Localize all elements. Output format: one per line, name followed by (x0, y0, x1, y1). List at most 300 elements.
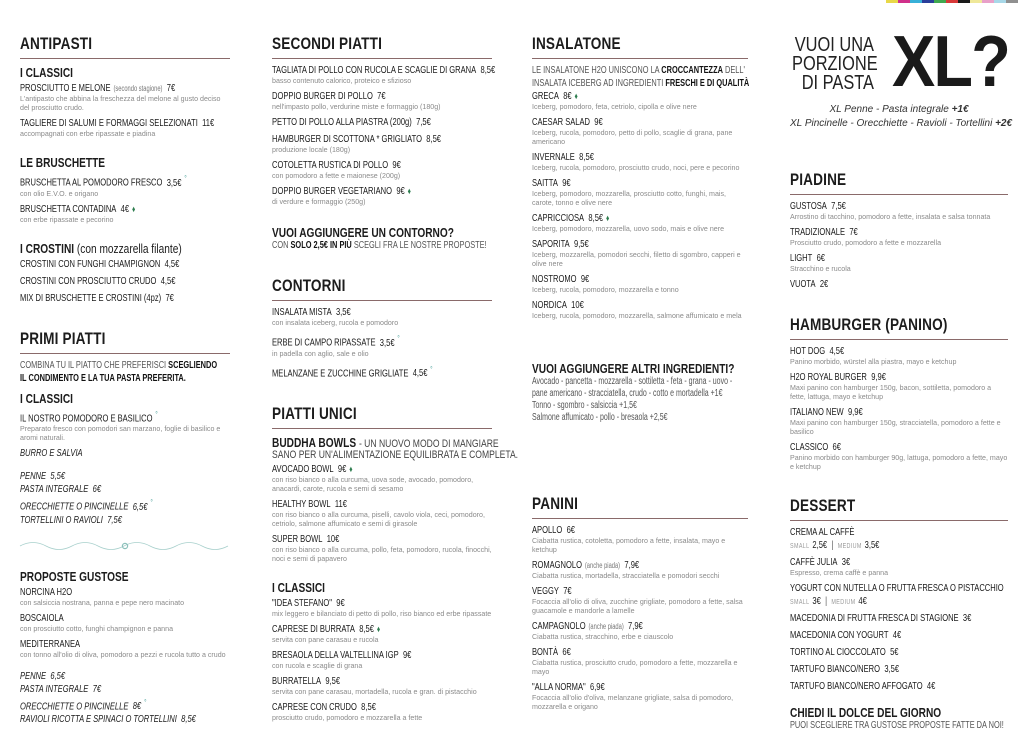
callout-line-text: PUOI SCEGLIERE TRA GUSTOSE PROPOSTE FATTE DA NOI! (790, 720, 1004, 731)
subsection-title-text: I CLASSICI (20, 390, 73, 406)
section-heading-primi-piatti (20, 329, 230, 354)
menu-item-name: NORCINA H2O (20, 585, 73, 598)
menu-item-price: 6€ (816, 252, 825, 264)
pasta-price: 7€ (92, 682, 102, 695)
subsection-subtitle: - UN NUOVO MODO DI MANGIARE (358, 438, 499, 450)
menu-item-mediterranea (20, 638, 230, 660)
menu-item-row (790, 441, 947, 454)
section-heading-hamburger-panino (790, 315, 1008, 340)
xl-question-line: PORZIONE (792, 53, 878, 75)
pasta-price: 6€ (92, 483, 102, 495)
vegetarian-leaf-icon: ♦ (606, 213, 610, 223)
section-heading-contorni (272, 276, 492, 301)
subsection-title (20, 391, 184, 406)
menu-item-row (790, 629, 947, 642)
menu-item-name: BOSCAIOLA (20, 611, 64, 624)
menu-item-crema-al-caff (790, 526, 1008, 552)
menu-item-name: CREMA AL CAFFÈ (790, 526, 855, 538)
menu-item-row (272, 159, 430, 172)
menu-item-price: 7,9€ (624, 559, 640, 571)
menu-item-name: ROMAGNOLO (532, 559, 582, 571)
menu-item-hamburger-di-scottona-grigliato (272, 133, 492, 155)
menu-item-price: 7€ (849, 226, 858, 238)
menu-item-price: 4€ (120, 202, 130, 215)
size-price: 4€ (858, 595, 867, 607)
menu-item-description: Iceberg, pomodoro, feta, cetriolo, cipolla e olive nere (532, 103, 697, 111)
intro-line-text: INSALATA ICEBERG AD INGREDIENTI (532, 78, 666, 89)
menu-item-name: BURRATELLA (272, 675, 322, 687)
menu-item-row (272, 363, 433, 381)
section-heading-secondi-piatti (272, 34, 492, 59)
menu-item-petto-di-pollo-alla-piastra-200g (272, 116, 492, 129)
menu-item-name: HOT DOG (790, 345, 826, 357)
menu-item-price: 5€ (890, 646, 899, 658)
menu-item-name: GUSTOSA (790, 200, 827, 212)
menu-item-row (532, 620, 688, 633)
menu-item-name: BURRO E SALVIA (20, 447, 83, 459)
menu-item-price: 9,5€ (325, 675, 341, 687)
menu-item-row (272, 64, 496, 77)
callout-line (790, 720, 1004, 732)
menu-item-tartufo-bianco-nero-affogato (790, 680, 1008, 693)
menu-item-name: APOLLO (532, 524, 563, 536)
menu-item-row (20, 82, 176, 95)
menu-item-name: MELANZANE E ZUCCHINE GRIGLIATE (272, 367, 409, 379)
callout-line-text: CON (272, 240, 291, 251)
subsection-title (272, 580, 444, 595)
callout-line (532, 400, 683, 412)
menu-item-boscaiola (20, 612, 230, 634)
section-heading-panini (532, 494, 748, 519)
callout-title: VUOI AGGIUNGERE UN CONTORNO? (272, 225, 454, 240)
menu-item-romagnolo (532, 559, 748, 581)
intro-line (20, 359, 218, 372)
menu-item-description: Ciabatta rustica, mortadella, stracciatella e pomodori secchi (532, 572, 720, 580)
menu-item-description: in padella con aglio, sale e olio (272, 349, 369, 358)
menu-item-name: VEGGY (532, 585, 559, 597)
xl-offer-text: XL Penne - Pasta integrale (829, 104, 952, 115)
menu-item-row (20, 408, 171, 426)
menu-item-mix-di-bruschette-e-crostini-4pz (20, 292, 230, 305)
menu-item-price: 8,5€ (579, 151, 594, 163)
menu-item-greca (532, 90, 748, 112)
menu-item-row (532, 212, 688, 225)
pasta-name: ORECCHIETTE O PINCINELLE (20, 700, 129, 712)
pasta-option-row (20, 696, 171, 714)
menu-item-row (20, 203, 171, 216)
menu-item-name: TAGLIATA DI POLLO CON RUCOLA E SCAGLIE DI GRANA (272, 64, 477, 76)
menu-item-name: BRESAOLA DELLA VALTELLINA IGP (272, 649, 399, 661)
subsection-title (20, 569, 184, 584)
menu-item-name: BRUSCHETTA AL POMODORO FRESCO (20, 176, 163, 189)
menu-item-row (532, 585, 688, 598)
menu-item-name: TORTINO AL CIOCCOLATO (790, 646, 886, 658)
menu-item-tag: (anche piada) (588, 622, 624, 631)
menu-item-invernale (532, 151, 748, 173)
menu-item-name: HEALTHY BOWL (272, 498, 331, 510)
menu-item-description: servita con pane carasau, mortadella, rucola e gran. di pistacchio (272, 688, 477, 696)
pasta-name: PASTA INTEGRALE (20, 483, 89, 495)
menu-item-description: con olio E.V.O. e origano (20, 189, 99, 198)
menu-item-name: CLASSICO (790, 441, 829, 453)
menu-item-description: basso contenuto calorico, proteico e sfizioso (272, 77, 412, 85)
menu-item-description: Iceberg, pomodoro, mozzarella, prosciutto cotto, funghi, mais, carote, tonno e olive nere (532, 190, 726, 207)
callout-line-after: SCEGLI FRA LE NOSTRE PROPOSTE! (351, 240, 487, 251)
menu-item-price: 6,9€ (590, 681, 605, 693)
menu-item-name: "IDEA STEFANO" (272, 597, 332, 609)
pasta-price: 5,5€ (50, 470, 66, 482)
specialty-circle-icon: ° (184, 174, 187, 183)
menu-item-apollo (532, 524, 748, 555)
pasta-option-row (20, 683, 171, 696)
menu-item-tartufo-bianco-nero (790, 663, 1008, 676)
menu-item-price: 4€ (892, 629, 902, 641)
menu-item-italiano-new (790, 406, 1008, 437)
menu-item-name: GRECA (532, 90, 559, 102)
xl-logo: XL? (892, 22, 1009, 102)
menu-item-row (790, 612, 972, 625)
menu-item-name: ERBE DI CAMPO RIPASSATE (272, 336, 376, 349)
menu-item-description: con erbe ripassate e pecorino (20, 215, 114, 224)
menu-item-name: CAPRICCIOSA (532, 212, 585, 224)
vegetarian-leaf-icon: ♦ (574, 91, 578, 101)
menu-item-price: 10€ (571, 299, 584, 311)
menu-item-description: con prosciutto cotto, funghi champignon e panna (20, 624, 174, 633)
menu-item-description: Focaccia all'olio di oliva, zucchine grigliate, pomodoro a fette, salsa guacamole e mandorle a lamelle (532, 598, 743, 615)
color-swatch (886, 0, 898, 3)
menu-item-price: 7,5€ (416, 116, 431, 128)
menu-column-2 (272, 34, 519, 727)
menu-item-description: Panino morbido con hamburger 90g, lattuga, pomodoro a fette, mayo e ketchup (790, 454, 1008, 471)
menu-item-price: 8€ (563, 90, 572, 102)
menu-item-description: Iceberg, pomodoro, mozzarella, uovo sodo, mais e olive nere (532, 225, 725, 233)
menu-item-price: 3€ (841, 556, 851, 568)
menu-item-nordica (532, 299, 748, 321)
menu-item-name: TAGLIERE DI SALUMI E FORMAGGI SELEZIONATI (20, 117, 198, 129)
section-title: INSALATONE (532, 34, 621, 53)
menu-item-capricciosa (532, 212, 748, 234)
subsection-title-text: I CROSTINI (20, 240, 75, 256)
menu-item-description: con riso bianco o alla curcuma, pollo, feta, pomodoro, rucola, finocchi, noci e semi di papavero (272, 546, 492, 563)
color-swatch (910, 0, 922, 3)
menu-item-price: 7€ (377, 90, 386, 102)
xl-offer-bold: +1€ (951, 104, 969, 115)
vegetarian-leaf-icon: ♦ (407, 186, 411, 196)
menu-item-classico (790, 441, 1008, 472)
subsection-heading-i-classici (272, 580, 492, 595)
menu-item-row (272, 701, 430, 714)
pasta-option-penne (20, 670, 230, 683)
section-title: CONTORNI (272, 276, 346, 295)
menu-item-saporita (532, 238, 748, 269)
pasta-option-orecchiette-o-pincinelle (20, 696, 230, 714)
pasta-option-tortellini-o-ravioli (20, 514, 230, 527)
pasta-price: 6,5€ (50, 669, 66, 682)
menu-item-caprese-con-crudo (272, 701, 492, 723)
size-separator: | (825, 595, 828, 607)
menu-item-name: IL NOSTRO POMODORO E BASILICO (20, 412, 153, 424)
menu-item-name: PROSCIUTTO E MELONE (20, 82, 111, 94)
menu-item-price: 8,5€ (426, 133, 442, 145)
menu-item-row (272, 533, 430, 546)
menu-item-name: NOSTROMO (532, 273, 577, 285)
subsection-title-text: BUDDHA BOWLS (272, 435, 357, 450)
pasta-name: PENNE (20, 669, 47, 682)
intro-line (532, 77, 750, 90)
menu-item-alla-norma (532, 681, 748, 712)
menu-item-prosciutto-e-melone (20, 82, 230, 113)
callout-title: CHIEDI IL DOLCE DEL GIORNO (790, 705, 942, 720)
pasta-option-pasta-integrale (20, 483, 230, 496)
menu-item-bruschetta-al-pomodoro-fresco (20, 172, 230, 199)
section-heading-insalatone (532, 34, 748, 59)
intro-line-bold: CROCCANTEZZA (661, 65, 723, 76)
menu-item-description: Iceberg, rucola, pomodoro, prosciutto crudo, noci, pere e pecorino (532, 164, 740, 172)
menu-item-row (20, 117, 215, 130)
menu-item-price: 11€ (202, 117, 215, 129)
menu-item-row (272, 306, 430, 319)
menu-item-description: Preparato fresco con pomodori san marzano, foglie di basilico e aromi naturali. (20, 425, 221, 442)
menu-item-description: Espresso, crema caffè e panna (790, 569, 889, 577)
menu-item-row (790, 663, 947, 676)
menu-item-name: CAPRESE DI BURRATA (272, 623, 355, 635)
menu-item-description: Maxi panino con hamburger 150g, bacon, sottiletta, pomodoro a fette, lattuga, mayo e ketchup (790, 384, 992, 401)
menu-item-row (532, 299, 688, 312)
subsection-subtitle-line: SANO PER UN'ALIMENTAZIONE EQUILIBRATA E COMPLETA. (272, 449, 519, 461)
menu-item-name: YOGURT CON NUTELLA O FRUTTA FRESCA O PISTACCHIO (790, 582, 1004, 594)
menu-item-row (790, 278, 947, 291)
section-heading-piatti-unici (272, 404, 492, 429)
menu-item-price: 9€ (392, 159, 401, 171)
xl-offer (790, 118, 1013, 129)
menu-item-idea-stefano (272, 597, 492, 619)
section-heading-piadine (790, 170, 1008, 195)
menu-item-caprese-di-burrata (272, 623, 492, 645)
menu-item-price: 7€ (563, 585, 572, 597)
menu-item-yogurt-con-nutella-o-frutta-fresca-o-pistacchio (790, 582, 1008, 608)
menu-item-row (272, 675, 430, 688)
menu-item-name: CAPRESE CON CRUDO (272, 701, 357, 713)
menu-item-description: con pomodoro a fette e maionese (200g) (272, 172, 401, 180)
menu-item-tortino-al-cioccolato (790, 646, 1008, 659)
section-intro (20, 359, 230, 385)
menu-item-description: servita con pane carasau e rucola (272, 636, 379, 644)
intro-line (532, 64, 745, 77)
xl-offer (790, 104, 1008, 115)
menu-item-burratella (272, 675, 492, 697)
menu-column-4 (790, 22, 1013, 736)
pasta-option-pasta-integrale (20, 683, 230, 696)
pasta-option-row (20, 496, 171, 514)
wave-divider (20, 539, 230, 553)
vegetarian-leaf-icon: ♦ (349, 464, 353, 474)
menu-item-name: H2O ROYAL BURGER (790, 371, 867, 383)
subsection-heading-i-classici (20, 391, 230, 406)
subsection-subtitle: (con mozzarella filante) (76, 240, 182, 256)
menu-item-price: 7€ (166, 82, 176, 94)
menu-item-doppio-burger-di-pollo (272, 90, 492, 112)
specialty-circle-icon: ° (143, 697, 147, 707)
menu-item-row (790, 371, 947, 384)
menu-item-price: 4,5€ (829, 345, 845, 357)
xl-question (792, 34, 878, 94)
pasta-price: 8,5€ (181, 713, 196, 725)
menu-item-row (532, 559, 688, 572)
pasta-price-list (20, 470, 230, 527)
menu-item-tag: (secondo stagione) (113, 84, 163, 93)
menu-item-bont (532, 646, 748, 677)
subsection-title-text: LE BRUSCHETTE (20, 155, 106, 170)
menu-item-row (790, 345, 947, 358)
subsection-heading-buddha-bowls (272, 435, 519, 461)
callout-line-text: Salmone affumicato - pollo - bresaola +2,5€ (532, 412, 668, 423)
menu-item-row (790, 582, 1004, 595)
menu-item-row (790, 252, 947, 265)
menu-item-row (790, 646, 947, 659)
section-intro (532, 64, 748, 90)
menu-item-name: TRADIZIONALE (790, 226, 846, 238)
menu-item-price: 7€ (165, 291, 174, 304)
menu-item-name: BRUSCHETTA CONTADINA (20, 202, 117, 215)
size-label: MEDIUM (831, 597, 856, 606)
menu-item-price: 4,5€ (412, 367, 428, 379)
menu-item-row (790, 526, 947, 539)
xl-question-line: VUOI UNA (794, 34, 874, 56)
pasta-price: 8€ (132, 700, 142, 712)
callout-line-bold: SOLO 2,5€ IN PIÙ (290, 240, 352, 251)
callout-line (532, 388, 723, 400)
menu-item-description: di verdure e formaggio (250g) (272, 198, 366, 206)
pasta-option-penne (20, 470, 230, 483)
menu-item-price: 2€ (819, 278, 829, 290)
menu-item-row (790, 406, 947, 419)
menu-item-price: 9€ (337, 463, 347, 475)
menu-item-price: 7,5€ (831, 200, 846, 212)
color-strip (886, 0, 1018, 3)
menu-item-norcina-h2o (20, 586, 230, 608)
menu-item-price: 11€ (334, 498, 347, 510)
menu-item-name: NORDICA (532, 299, 567, 311)
subsection-title-text: I CLASSICI (272, 580, 325, 595)
menu-item-description: produzione locale (180g) (272, 146, 351, 154)
menu-item-name: CROSTINI CON FUNGHI CHAMPIGNON (20, 257, 161, 270)
menu-item-price: 9€ (594, 116, 603, 128)
color-swatch (946, 0, 958, 3)
section-title: PANINI (532, 494, 579, 513)
menu-item-row (272, 463, 430, 476)
menu-item-name: PETTO DI POLLO ALLA PIASTRA (200g) (272, 116, 412, 128)
subsection-heading-proposte-gustose (20, 569, 230, 584)
subsection-heading-i-classici (20, 65, 230, 80)
subsection-title-text: I CLASSICI (20, 65, 73, 80)
subsection-title (272, 435, 499, 450)
pasta-name: RAVIOLI RICOTTA E SPINACI O TORTELLINI (20, 713, 177, 725)
vegetarian-leaf-icon: ♦ (376, 624, 381, 634)
vegetarian-leaf-icon: ♦ (131, 203, 136, 214)
menu-item-bruschetta-contadina (20, 203, 230, 225)
menu-item-description: Stracchino e rucola (790, 265, 851, 273)
menu-item-description: con tonno all'olio di oliva, pomodoro a pezzi e rucola tutto a crudo (20, 650, 226, 659)
menu-item-description: Arrostino di tacchino, pomodoro a fette, insalata e salsa tonnata (790, 213, 991, 221)
specialty-circle-icon: ° (150, 498, 153, 507)
menu-item-price: 9€ (562, 177, 571, 189)
menu-item-price: 10€ (326, 533, 340, 545)
size-prices (790, 595, 947, 608)
menu-item-name: HAMBURGER DI SCOTTONA * GRIGLIATO (272, 133, 422, 145)
menu-item-price: 9,9€ (847, 406, 863, 418)
size-label: SMALL (790, 597, 810, 606)
menu-item-description: Ciabatta rustica, cotoletta, pomodoro a fette, insalata, mayo e ketchup (532, 537, 726, 554)
xl-offer-text: XL Pincinelle - Orecchiette - Ravioli - Tortellini (790, 118, 996, 129)
menu-item-caff-julia (790, 556, 1008, 578)
menu-item-description: Prosciutto crudo, pomodoro a fette e mozzarella (790, 239, 942, 247)
menu-item-crostini-con-prosciutto-crudo (20, 275, 230, 288)
menu-item-burro-e-salvia (20, 447, 230, 460)
menu-item-price: 7,9€ (628, 620, 643, 632)
menu-item-description: Iceberg, rucola, pomodoro, mozzarella e tonno (532, 286, 679, 294)
menu-item-light (790, 252, 1008, 274)
xl-offer-bold: +2€ (995, 118, 1013, 129)
menu-item-row (272, 116, 430, 129)
menu-item-tagliata-di-pollo-con-rucola-e-scaglie-di-grana (272, 64, 496, 86)
menu-item-price: 4,5€ (160, 274, 176, 287)
menu-item-name: SAPORITA (532, 238, 570, 250)
menu-item-description: nell'impasto pollo, verdurine miste e formaggio (180g) (272, 103, 441, 111)
menu-item-description: con insalata iceberg, rucola e pomodoro (272, 319, 399, 327)
menu-item-price: 9€ (336, 597, 345, 609)
menu-item-cotoletta-rustica-di-pollo (272, 159, 492, 181)
menu-item-name: BONTÀ (532, 646, 559, 658)
menu-item-row (272, 90, 430, 103)
subsection-title-text: PROPOSTE GUSTOSE (20, 568, 129, 584)
menu-item-row (272, 498, 430, 511)
menu-item-row (20, 638, 171, 651)
menu-item-name: MACEDONIA DI FRUTTA FRESCA DI STAGIONE (790, 612, 959, 624)
menu-item-name: CAMPAGNOLO (532, 620, 586, 632)
pasta-option-row (20, 483, 171, 496)
color-swatch (970, 0, 982, 3)
intro-line (20, 372, 186, 385)
intro-line-after: DELL' (722, 65, 745, 76)
menu-item-name: SUPER BOWL (272, 533, 323, 545)
menu-item-row (272, 597, 430, 610)
menu-item-row (20, 291, 174, 305)
menu-item-row (532, 90, 688, 103)
menu-item-gustosa (790, 200, 1008, 222)
color-swatch (898, 0, 910, 3)
pasta-option-row (20, 713, 196, 726)
pasta-name: ORECCHIETTE O PINCINELLE (20, 500, 129, 513)
menu-item-doppio-burger-vegetariano (272, 185, 492, 207)
menu-item-price: 6€ (562, 646, 571, 658)
pasta-option-row (20, 514, 171, 527)
subsection-heading-le-bruschette (20, 155, 230, 170)
color-swatch (958, 0, 970, 3)
menu-item-avocado-bowl (272, 463, 492, 494)
menu-item-name: SAITTA (532, 177, 558, 189)
size-price: 3,5€ (864, 539, 880, 551)
menu-item-description: con riso bianco o alla curcuma, piselli, cavolo viola, ceci, pomodoro, cetriolo, salmone affumicato e semi di girasole (272, 511, 485, 528)
menu-item-nostromo (532, 273, 748, 295)
menu-item-row (532, 177, 688, 190)
menu-item-row (532, 681, 688, 694)
intro-line-text: COMBINA TU IL PIATTO CHE PREFERISCI (20, 359, 169, 371)
size-price: 2,5€ (812, 539, 828, 551)
menu-item-description: Ciabatta rustica, prosciutto crudo, pomodoro a fette, mozzarella e mayo (532, 659, 738, 676)
pasta-price-list (20, 670, 230, 727)
menu-item-price: 3€ (962, 612, 972, 624)
menu-item-tag: (anche piada) (584, 561, 621, 570)
